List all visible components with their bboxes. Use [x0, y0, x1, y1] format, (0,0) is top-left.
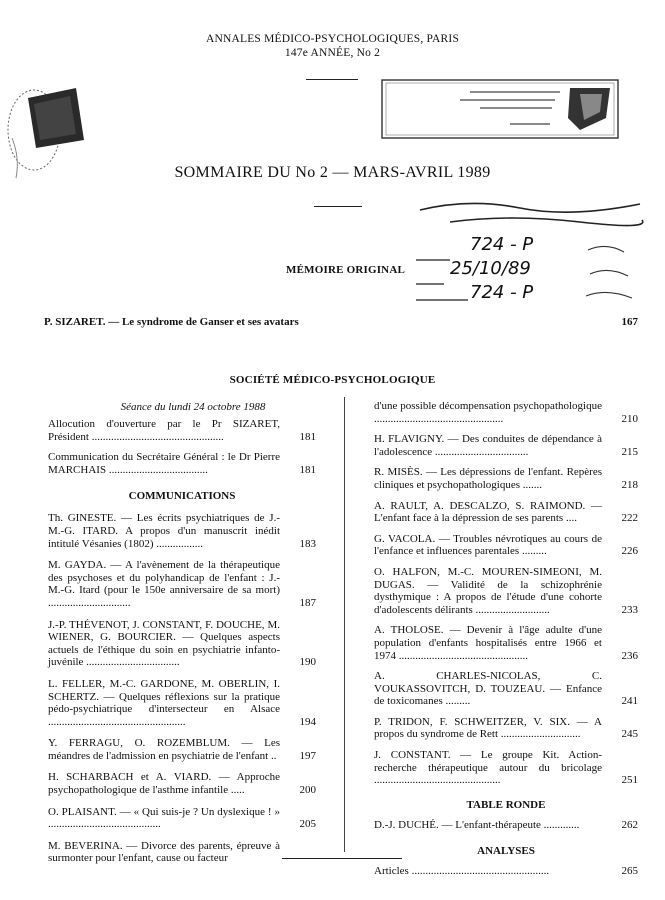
toc-entry[interactable] [48, 678, 316, 728]
toc-entry-page: 183 [299, 537, 316, 550]
toc-entry-text: R. MISÈS. — Les dépressions de l'enfant. Repères cliniques et psychopathologiques ....... [374, 466, 602, 491]
toc-entry-page: 205 [299, 818, 316, 831]
toc-entry-text: M. BEVERINA. — Divorce des parents, épreuve à surmonter pour l'enfant, cause ou facteur [48, 839, 280, 865]
toc-entry-text: Th. GINESTE. — Les écrits psychiatriques de J.-M.-G. ITARD. A propos d'un manuscrit inédit intitulé Vésanies (1802) ................. [48, 512, 280, 550]
toc-entry-text: J.-P. THÉVENOT, J. CONSTANT, F. DOUCHE, M. WIENER, G. BOURCIER. — Quelques aspects actuels de l'éthique du soin en psychiatrie infanto-juvénile .................................. [48, 618, 280, 669]
toc-entry-page: 187 [299, 596, 316, 609]
toc-entry-page: 222 [621, 512, 638, 525]
toc-entry-page: 245 [621, 728, 638, 741]
toc-entry-page: 262 [621, 818, 638, 831]
toc-entry-text: O. HALFON, M.-C. MOUREN-SIMEONI, M. DUGAS. — Validité de la schizophrénie dysthymique : A propos de l'étude d'une cohorte d'adolescents délirants ........................... [374, 565, 602, 616]
journal-name: ANNALES MÉDICO-PSYCHOLOGIQUES, PARIS [205, 33, 460, 45]
toc-entry[interactable] [48, 559, 316, 609]
toc-entry-page: 181 [299, 463, 316, 476]
page-title: SOMMAIRE DU No 2 — MARS-AVRIL 1989 [174, 164, 491, 181]
societe-heading: SOCIÉTÉ MÉDICO-PSYCHOLOGIQUE [229, 374, 436, 386]
column-divider [344, 397, 345, 852]
toc-entry-text: J. CONSTANT. — Le groupe Kit. Action-recherche thérapeutique autour du bricolage .............................................. [374, 749, 602, 787]
handwritten-line-2: 25/10/89 [450, 258, 531, 279]
toc-entry-page: 265 [621, 865, 638, 878]
toc-entry[interactable] [374, 400, 638, 425]
journal-issue: 147e ANNÉE, No 2 [284, 47, 381, 59]
handwritten-line-3: 724 - P [470, 282, 534, 303]
toc-entry-page: 194 [299, 715, 316, 728]
toc-entry[interactable] [48, 418, 316, 443]
toc-entry[interactable] [374, 566, 638, 616]
toc-entry-text: Communication du Secrétaire Général : le Dr Pierre MARCHAIS .................................... [48, 451, 280, 476]
toc-entry-page: 190 [299, 656, 316, 669]
toc-entry[interactable] [374, 749, 638, 787]
table-ronde-heading: TABLE RONDE [466, 798, 546, 811]
header-divider [306, 79, 358, 80]
toc-entry[interactable] [48, 840, 316, 865]
title-divider [314, 206, 362, 207]
toc-entry[interactable] [374, 865, 638, 878]
toc-entry[interactable] [374, 500, 638, 525]
toc-entry-page: 210 [621, 412, 638, 425]
toc-entry[interactable] [374, 716, 638, 741]
handwritten-accession-notes [410, 192, 650, 304]
toc-entry-text: P. TRIDON, F. SCHWEITZER, V. SIX. — A propos du syndrome de Rett ............................. [374, 715, 602, 741]
memoire-entry-text: P. SIZARET. — Le syndrome de Ganser et ses avatars [44, 316, 299, 328]
toc-entry[interactable] [374, 433, 638, 458]
toc-entry-page: 197 [299, 749, 316, 762]
seance-date: Séance du lundi 24 octobre 1988 [120, 401, 266, 413]
toc-entry-text: L. FELLER, M.-C. GARDONE, M. OBERLIN, I. SCHERTZ. — Quelques réflexions sur la pratique pédo-psychiatrique d'intersecteur en Alsace .................................................. [48, 677, 280, 728]
toc-entry-text: G. VACOLA. — Troubles névrotiques au cours de l'enfance et influences parentales ......... [374, 532, 602, 558]
toc-entry-page: 233 [621, 603, 638, 616]
left-column [48, 418, 316, 874]
memoire-entry[interactable] [44, 316, 638, 329]
toc-entry-page: 215 [621, 445, 638, 458]
toc-entry[interactable] [48, 806, 316, 831]
toc-entry[interactable] [374, 533, 638, 558]
toc-entry-text: H. SCHARBACH et A. VIARD. — Approche psychopathologique de l'asthme infantile ..... [48, 771, 280, 797]
toc-entry-text: Y. FERRAGU, O. ROZEMBLUM. — Les méandres de l'admission en psychiatrie de l'enfant .. [48, 737, 280, 762]
memoire-heading: MÉMOIRE ORIGINAL [286, 264, 406, 276]
toc-entry-page: 200 [299, 784, 316, 797]
toc-entry-page: 241 [621, 695, 638, 708]
toc-entry-text: A. THOLOSE. — Devenir à l'âge adulte d'une population d'enfants hospitalisés entre 1966 et 1974 ............................................... [374, 624, 602, 662]
toc-entry-page: 181 [299, 430, 316, 443]
toc-entry-page: 251 [621, 774, 638, 787]
toc-entry-text: M. GAYDA. — A l'avènement de la thérapeutique des psychoses et du polyhandicap de l'enfant : J.-M.-G. Itard (pour le 150e anniversaire de sa mort) .............................. [48, 559, 280, 609]
toc-entry-page: 218 [621, 478, 638, 491]
toc-entry[interactable] [48, 771, 316, 796]
footer-divider [282, 858, 402, 859]
toc-entry-page: 236 [621, 649, 638, 662]
acquisition-stamp [380, 78, 620, 140]
toc-entry[interactable] [48, 512, 316, 550]
memoire-entry-page: 167 [621, 316, 638, 328]
communications-heading: COMMUNICATIONS [128, 490, 236, 503]
toc-entry[interactable] [48, 619, 316, 669]
toc-entry-text: H. FLAVIGNY. — Des conduites de dépendance à l'adolescence .................................. [374, 433, 602, 458]
toc-entry-text: d'une possible décompensation psychopathologique ............................................... [374, 400, 602, 425]
handwritten-line-1: 724 - P [470, 234, 534, 255]
analyses-heading: ANALYSES [477, 845, 535, 858]
toc-entry[interactable] [374, 670, 638, 708]
toc-entry[interactable] [374, 466, 638, 491]
toc-entry-text: O. PLAISANT. — « Qui suis-je ? Un dyslexique ! » ......................................... [48, 805, 280, 831]
toc-entry[interactable] [374, 819, 638, 832]
toc-entry-text: Allocution d'ouverture par le Pr SIZARET, Président ................................................ [48, 418, 280, 443]
toc-entry[interactable] [374, 624, 638, 662]
toc-entry[interactable] [48, 737, 316, 762]
toc-entry-text: D.-J. DUCHÉ. — L'enfant-thérapeute ............. [374, 818, 580, 831]
toc-entry-text: A. CHARLES-NICOLAS, C. VOUKASSOVITCH, D. TOUZEAU. — Enfance de toxicomanes ......... [374, 670, 602, 708]
toc-entry[interactable] [48, 451, 316, 476]
toc-entry-text: A. RAULT, A. DESCALZO, S. RAIMOND. — L'enfant face à la dépression de ses parents .... [374, 499, 602, 525]
toc-entry-page: 226 [621, 545, 638, 558]
right-column [374, 400, 638, 878]
journal-header [0, 32, 665, 60]
toc-entry-text: Articles .................................................. [374, 865, 550, 878]
